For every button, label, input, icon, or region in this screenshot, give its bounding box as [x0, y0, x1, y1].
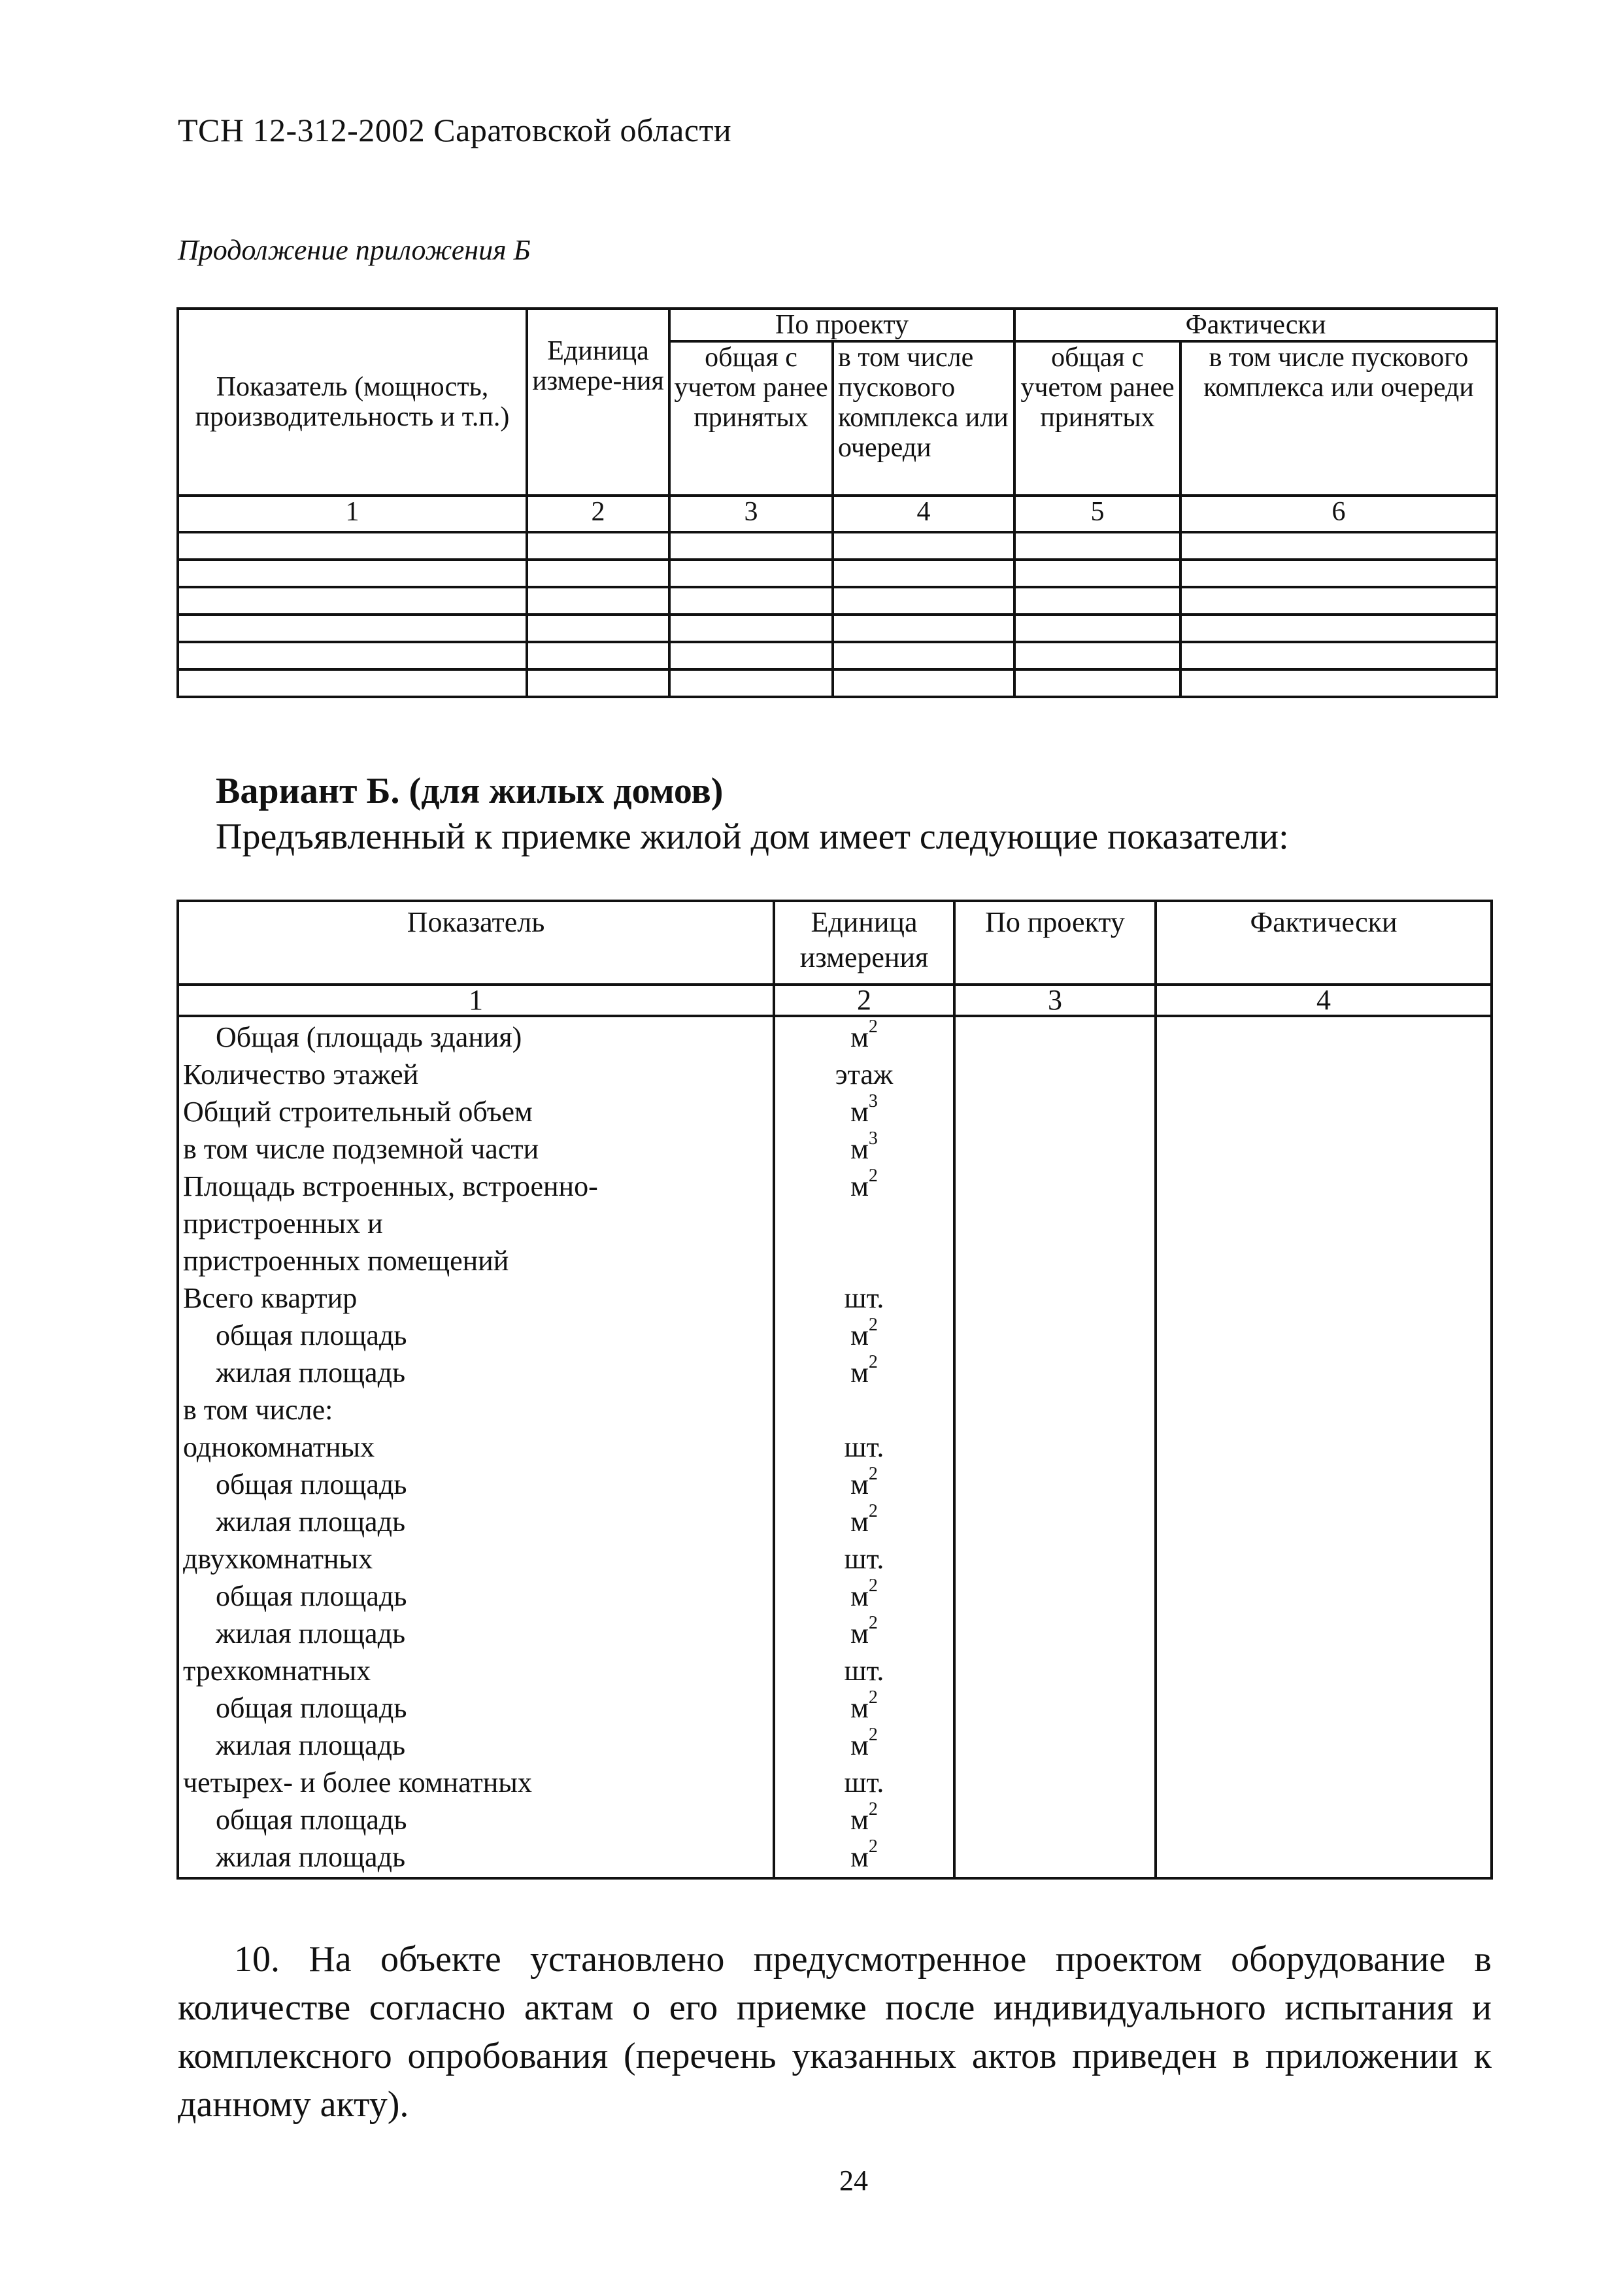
- unit-value: [775, 1801, 953, 1838]
- indicator-label: Количество этажей: [183, 1058, 419, 1090]
- unit-text: шт.: [844, 1543, 884, 1575]
- unit-exponent: 2: [868, 1687, 878, 1708]
- unit-exponent: 2: [868, 1501, 878, 1522]
- sub-incl-project-header: в том числе пускового комплекса или очереди: [833, 341, 1014, 496]
- indicator-label: трехкомнатных: [183, 1655, 371, 1687]
- col-number: 4: [1156, 985, 1492, 1016]
- unit-exponent: 2: [868, 1315, 878, 1336]
- indicator-label: общая площадь: [216, 1580, 407, 1612]
- empty-row: [178, 560, 1497, 587]
- unit-text: м: [850, 1096, 869, 1128]
- unit-exponent: 2: [868, 1464, 878, 1485]
- indicator-label: жилая площадь: [216, 1617, 406, 1649]
- col-number: 6: [1180, 496, 1497, 532]
- unit-value: [775, 1242, 953, 1279]
- unit-values-column: [774, 1016, 954, 1878]
- unit-exponent: 2: [868, 1725, 878, 1746]
- unit-text: м: [850, 1692, 869, 1724]
- unit-exponent: 2: [868, 1352, 878, 1373]
- unit-text: м: [850, 1729, 869, 1761]
- unit-exponent: 2: [868, 1166, 878, 1187]
- unit-text: м: [850, 1506, 869, 1538]
- col-number: 4: [833, 496, 1014, 532]
- indicator-label: Общий строительный объем: [183, 1096, 533, 1128]
- unit-value: [775, 1354, 953, 1391]
- capacity-table: [176, 307, 1498, 698]
- unit-value: [775, 1578, 953, 1615]
- actual-values-column: [1156, 1016, 1492, 1878]
- document-header: ТСН 12-312-2002 Саратовской области: [178, 112, 732, 148]
- col-number: 5: [1014, 496, 1180, 532]
- unit-value: [775, 1019, 953, 1056]
- unit-exponent: 2: [868, 1836, 878, 1857]
- col-unit-header: Единица измере-ния: [527, 309, 669, 496]
- unit-value: [775, 1689, 953, 1727]
- empty-row: [178, 642, 1497, 669]
- unit-value: [775, 1652, 953, 1689]
- project-values-column: [954, 1016, 1156, 1878]
- col-number: 2: [774, 985, 954, 1016]
- sub-incl-actual-header: в том числе пускового комплекса или очереди: [1180, 341, 1497, 496]
- unit-text: м: [850, 1133, 869, 1165]
- empty-row: [178, 587, 1497, 615]
- unit-value: [775, 1168, 953, 1205]
- unit-text: этаж: [835, 1058, 894, 1090]
- unit-text: шт.: [844, 1766, 884, 1798]
- unit-text: м: [850, 1357, 869, 1389]
- unit-value: [775, 1503, 953, 1540]
- col-number: 3: [669, 496, 833, 532]
- unit-value: [775, 1391, 953, 1428]
- indicator-label: жилая площадь: [216, 1841, 406, 1873]
- indicator-labels-column: [178, 1016, 774, 1878]
- unit-text: м: [850, 1170, 869, 1202]
- unit-value: [775, 1466, 953, 1503]
- indicator-label: общая площадь: [216, 1692, 407, 1724]
- col-actual-header: Фактически: [1156, 901, 1492, 985]
- unit-exponent: 3: [868, 1128, 878, 1149]
- indicator-label: Площадь встроенных, встроенно-: [183, 1170, 598, 1202]
- indicator-label: в том числе подземной части: [183, 1133, 539, 1165]
- unit-exponent: 3: [868, 1091, 878, 1112]
- unit-value: [775, 1279, 953, 1317]
- unit-text: м: [850, 1617, 869, 1649]
- indicator-label: общая площадь: [216, 1468, 407, 1500]
- unit-value: [775, 1615, 953, 1652]
- page-number: 24: [839, 2165, 868, 2197]
- indicator-label: четырех- и более комнатных: [183, 1766, 532, 1798]
- indicator-label: жилая площадь: [216, 1506, 406, 1538]
- unit-value: [775, 1838, 953, 1876]
- indicator-label: общая площадь: [216, 1319, 407, 1351]
- indicator-label: жилая площадь: [216, 1357, 406, 1389]
- unit-value: [775, 1540, 953, 1578]
- unit-value: [775, 1093, 953, 1130]
- unit-value: [775, 1428, 953, 1466]
- indicator-label: в том числе:: [183, 1394, 333, 1426]
- appendix-continuation-label: Продолжение приложения Б: [178, 234, 531, 266]
- indicator-label: двухкомнатных: [183, 1543, 373, 1575]
- variant-title: Вариант Б. (для жилых домов): [216, 771, 724, 811]
- residential-indicators-table: [176, 900, 1493, 1880]
- col-indicator-header: Показатель: [178, 901, 774, 985]
- unit-exponent: 2: [868, 1017, 878, 1038]
- paragraph-text: 10. На объекте установлено предусмотренное проектом оборудование в количестве согласно актам о его приемке после индивидуального испытания и комплексного опробования (перечень указанных актов приведен в приложении к данному акту).: [178, 1939, 1492, 2125]
- unit-exponent: 2: [868, 1799, 878, 1820]
- unit-text: шт.: [844, 1282, 884, 1314]
- group-project-header: По проекту: [669, 309, 1014, 341]
- unit-text: шт.: [844, 1431, 884, 1463]
- unit-value: [775, 1056, 953, 1093]
- empty-row: [178, 615, 1497, 642]
- unit-text: м: [850, 1319, 869, 1351]
- unit-exponent: 2: [868, 1613, 878, 1634]
- col-unit-header: Единица измерения: [774, 901, 954, 985]
- paragraph-10: [178, 1935, 1492, 2129]
- unit-value: [775, 1130, 953, 1168]
- unit-text: шт.: [844, 1655, 884, 1687]
- unit-exponent: 2: [868, 1576, 878, 1596]
- col-number: 3: [954, 985, 1156, 1016]
- indicator-label: пристроенных помещений: [183, 1245, 509, 1277]
- empty-row: [178, 669, 1497, 697]
- col-indicator-header: Показатель (мощность, производительность и т.п.): [178, 309, 527, 496]
- col-number: 1: [178, 496, 527, 532]
- empty-row: [178, 532, 1497, 560]
- group-actual-header: Фактически: [1014, 309, 1497, 341]
- indicator-label: Общая (площадь здания): [216, 1021, 522, 1053]
- indicator-label: общая площадь: [216, 1804, 407, 1836]
- col-number: 2: [527, 496, 669, 532]
- unit-text: м: [850, 1021, 869, 1053]
- indicator-label: жилая площадь: [216, 1729, 406, 1761]
- variant-intro: Предъявленный к приемке жилой дом имеет следующие показатели:: [216, 817, 1289, 857]
- unit-text: м: [850, 1841, 869, 1873]
- unit-value: [775, 1317, 953, 1354]
- indicator-label: Всего квартир: [183, 1282, 358, 1314]
- indicator-label: однокомнатных: [183, 1431, 375, 1463]
- unit-text: м: [850, 1804, 869, 1836]
- unit-value: [775, 1727, 953, 1764]
- unit-text: м: [850, 1468, 869, 1500]
- unit-value: [775, 1205, 953, 1242]
- col-number: 1: [178, 985, 774, 1016]
- unit-value: [775, 1764, 953, 1801]
- sub-total-actual-header: общая с учетом ранее принятых: [1014, 341, 1180, 496]
- unit-text: м: [850, 1580, 869, 1612]
- col-project-header: По проекту: [954, 901, 1156, 985]
- sub-total-project-header: общая с учетом ранее принятых: [669, 341, 833, 496]
- indicator-label: пристроенных и: [183, 1207, 383, 1240]
